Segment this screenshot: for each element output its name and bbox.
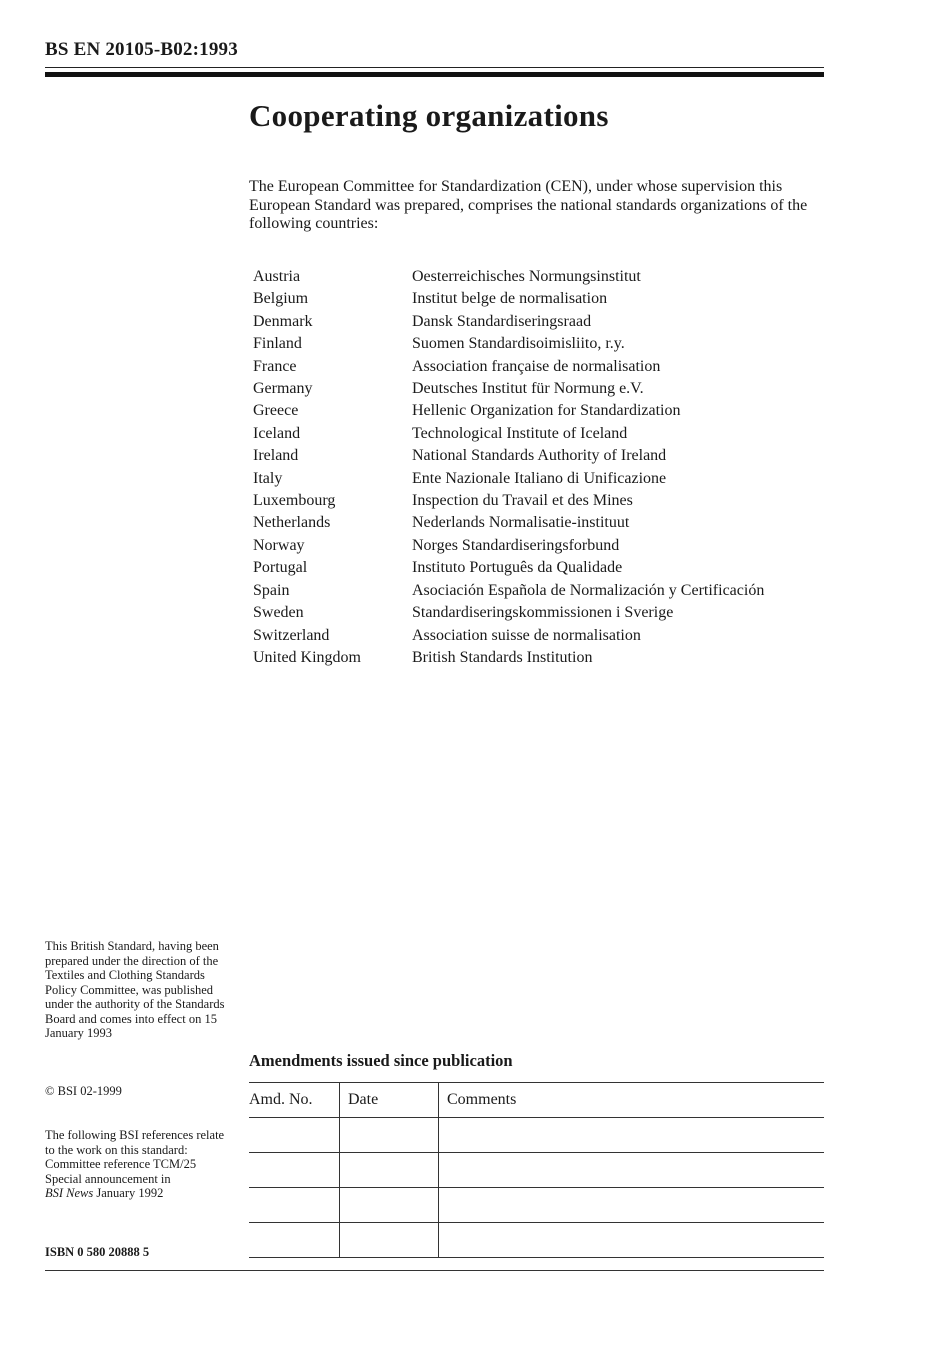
- organization-name: National Standards Authority of Ireland: [412, 447, 667, 465]
- country-name: Switzerland: [253, 626, 330, 644]
- organization-row: [249, 400, 768, 422]
- header-rule-thick: [45, 72, 824, 77]
- amendment-row: [249, 1153, 824, 1188]
- organization-row: [249, 557, 768, 579]
- amendment-comments-cell: [439, 1223, 825, 1258]
- country-name: Italy: [253, 469, 283, 487]
- organization-name: Instituto Português da Qualidade: [412, 559, 623, 577]
- organization-name: British Standards Institution: [412, 648, 593, 666]
- country-name: Portugal: [253, 559, 308, 577]
- organization-row: [249, 445, 768, 467]
- amendment-date-cell: [340, 1153, 439, 1188]
- amendment-row: [249, 1223, 824, 1258]
- country-name: Austria: [253, 268, 301, 285]
- organization-row: [249, 490, 768, 512]
- header-rule-thin: [45, 67, 824, 68]
- references-block: [45, 1128, 230, 1201]
- amendment-date-cell: [340, 1223, 439, 1258]
- organizations-list: [249, 266, 768, 669]
- organization-row: [249, 378, 768, 400]
- amendment-comments-cell: [439, 1188, 825, 1223]
- country-name: United Kingdom: [253, 648, 361, 666]
- column-header-date: Date: [340, 1083, 439, 1118]
- amendment-comments-cell: [439, 1153, 825, 1188]
- organization-row: [249, 647, 768, 669]
- organization-name: Hellenic Organization for Standardization: [412, 402, 681, 420]
- isbn-text: ISBN 0 580 20888 5: [45, 1245, 150, 1259]
- amendment-number-cell: [249, 1188, 340, 1223]
- column-header-amd-no: Amd. No.: [249, 1083, 340, 1118]
- country-name: Germany: [253, 380, 313, 398]
- organizations-table: [249, 266, 768, 669]
- references-intro: The following BSI references relate to the work on this standard:: [45, 1128, 225, 1157]
- intro-paragraph: The European Committee for Standardization (CEN), under whose supervision this European Standard was prepared, comprises the national standards organizations of the following countries:: [249, 178, 808, 232]
- organization-row: [249, 602, 768, 624]
- copyright-block: [45, 1084, 230, 1099]
- organization-row: [249, 423, 768, 445]
- organization-name: Standardiseringskommissionen i Sverige: [412, 604, 674, 622]
- announcement-date: January 1992: [96, 1186, 164, 1200]
- country-name: Belgium: [253, 290, 309, 308]
- country-name: Iceland: [253, 424, 301, 442]
- amendment-row: [249, 1188, 824, 1223]
- country-name: Greece: [253, 402, 299, 420]
- organization-name: Oesterreichisches Normungsinstitut: [412, 268, 641, 285]
- country-name: Luxembourg: [253, 492, 336, 510]
- organization-row: [249, 333, 768, 355]
- country-name: France: [253, 357, 297, 375]
- organization-name: Association suisse de normalisation: [412, 626, 641, 644]
- organization-row: [249, 356, 768, 378]
- organization-row: [249, 535, 768, 557]
- amendment-number-cell: [249, 1153, 340, 1188]
- special-announcement: [45, 1172, 230, 1201]
- organization-row: [249, 512, 768, 534]
- amendments-table: [249, 1082, 824, 1258]
- amendments-header-row: [249, 1083, 824, 1118]
- amendment-comments-cell: [439, 1118, 825, 1153]
- organization-row: [249, 468, 768, 490]
- organization-row: [249, 311, 768, 333]
- country-name: Ireland: [253, 447, 299, 465]
- amendment-number-cell: [249, 1223, 340, 1258]
- publication-sidebar: [45, 939, 230, 1041]
- copyright-text: © BSI 02-1999: [45, 1084, 122, 1098]
- amendment-row: [249, 1118, 824, 1153]
- organization-name: Inspection du Travail et des Mines: [412, 492, 633, 510]
- organization-name: Technological Institute of Iceland: [412, 424, 628, 442]
- organization-row: [249, 625, 768, 647]
- isbn-block: [45, 1245, 230, 1260]
- country-name: Finland: [253, 335, 302, 353]
- column-header-comments: Comments: [439, 1083, 825, 1118]
- organization-name: Institut belge de normalisation: [412, 290, 608, 308]
- organization-name: Dansk Standardiseringsraad: [412, 312, 592, 330]
- organization-name: Deutsches Institut für Normung e.V.: [412, 380, 644, 398]
- country-name: Denmark: [253, 312, 313, 330]
- page-title: Cooperating organizations: [249, 98, 609, 133]
- organization-name: Asociación Española de Normalización y Certificación: [412, 581, 765, 599]
- organization-name: Norges Standardiseringsforbund: [412, 536, 620, 554]
- country-name: Netherlands: [253, 514, 331, 532]
- organization-row: [249, 580, 768, 602]
- amendment-number-cell: [249, 1118, 340, 1153]
- footer-rule: [45, 1270, 824, 1271]
- announcement-publication: BSI News: [45, 1186, 94, 1200]
- amendment-date-cell: [340, 1118, 439, 1153]
- country-name: Spain: [253, 581, 290, 599]
- organization-name: Ente Nazionale Italiano di Unificazione: [412, 469, 667, 487]
- country-name: Sweden: [253, 604, 304, 622]
- organization-name: Suomen Standardisoimisliito, r.y.: [412, 335, 625, 353]
- committee-reference: Committee reference TCM/25: [45, 1157, 197, 1171]
- publication-note: This British Standard, having been prepared under the direction of the Textiles and Clothing Standards Policy Committee, was published under the authority of the Standards Board and comes into effect on 15 January 1993: [45, 939, 225, 1040]
- organization-row: [249, 266, 768, 288]
- amendment-date-cell: [340, 1188, 439, 1223]
- document-code: BS EN 20105-B02:1993: [45, 39, 238, 60]
- announcement-prefix: Special announcement in: [45, 1171, 171, 1186]
- organization-row: [249, 288, 768, 310]
- organization-name: Association française de normalisation: [412, 357, 661, 375]
- amendments-heading: Amendments issued since publication: [249, 1051, 513, 1070]
- organization-name: Nederlands Normalisatie-instituut: [412, 514, 630, 532]
- country-name: Norway: [253, 536, 305, 554]
- amendments-body: [249, 1118, 824, 1258]
